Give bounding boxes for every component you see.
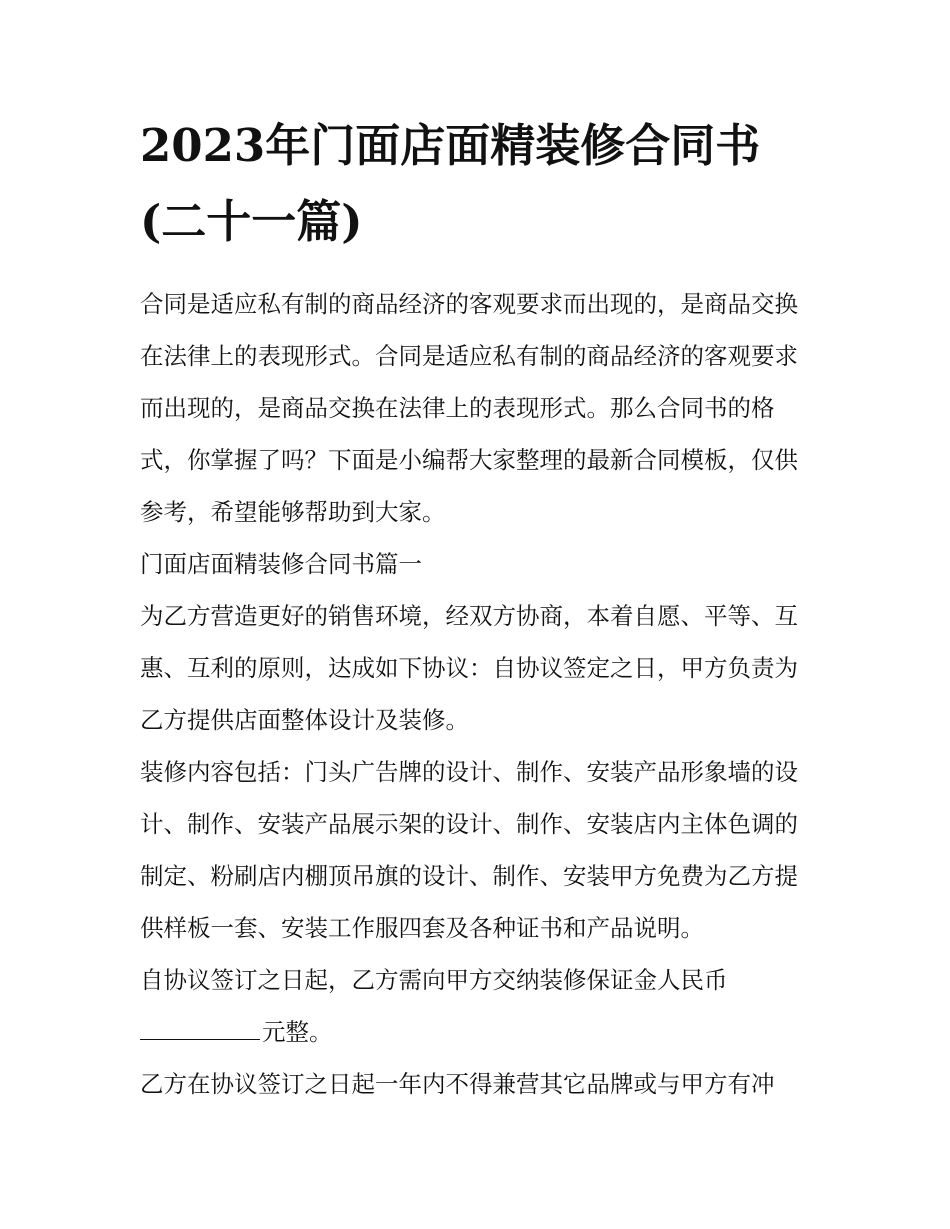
paragraph-3-prefix: 自协议签订之日起，乙方需向甲方交纳装修保证金人民币 bbox=[140, 966, 728, 994]
title-line-2: (二十一篇) bbox=[140, 195, 363, 248]
title-line-1: 2023年门面店面精装修合同书 bbox=[140, 119, 761, 172]
paragraph-3 bbox=[140, 954, 812, 1058]
paragraph-3-suffix: 元整。 bbox=[262, 1018, 333, 1046]
document-page bbox=[140, 108, 812, 1110]
paragraph-2: 装修内容包括：门头广告牌的设计、制作、安装产品形象墙的设计、制作、安装产品展示架的设计、制作、安装店内主体色调的制定、粉刷店内棚顶吊旗的设计、制作、安装甲方免费为乙方提供样板一套、安装工作服四套及各种证书和产品说明。 bbox=[140, 758, 798, 942]
paragraph-4: 乙方在协议签订之日起一年内不得兼营其它品牌或与甲方有冲 bbox=[140, 1070, 775, 1098]
intro-paragraph: 合同是适应私有制的商品经济的客观要求而出现的，是商品交换在法律上的表现形式。合同是适应私有制的商品经济的客观要求而出现的，是商品交换在法律上的表现形式。那么合同书的格式，你掌握了吗？下面是小编帮大家整理的最新合同模板，仅供参考，希望能够帮助到大家。 bbox=[140, 290, 798, 526]
paragraph-1: 为乙方营造更好的销售环境，经双方协商，本着自愿、平等、互惠、互利的原则，达成如下协议：自协议签定之日，甲方负责为乙方提供店面整体设计及装修。 bbox=[140, 602, 798, 734]
section-heading: 门面店面精装修合同书篇一 bbox=[140, 550, 422, 578]
amount-blank-line bbox=[140, 1015, 260, 1040]
document-title bbox=[140, 108, 812, 260]
